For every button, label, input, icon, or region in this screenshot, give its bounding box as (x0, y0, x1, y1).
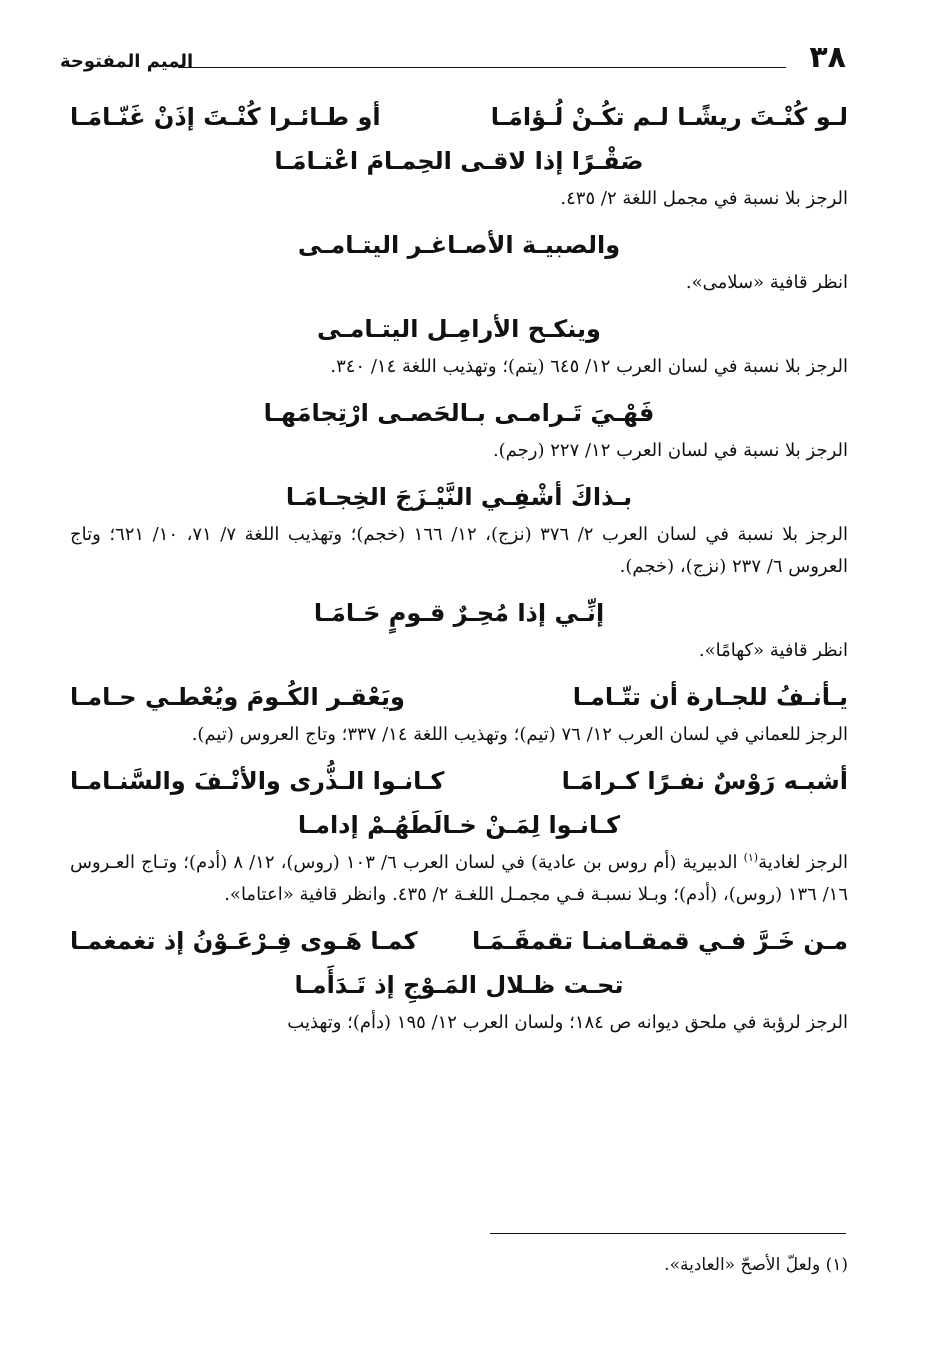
citation-note: الرجز للعماني في لسان العرب ١٢/ ٧٦ (تيم)؛ وتهذيب اللغة ١٤/ ٣٣٧؛ وتاج العروس (تيم). (191, 724, 848, 745)
verse-hemistich-right: لـو كُنْـتَ ريشًـا لـم تكُـنْ لُـؤامَـا (490, 103, 848, 131)
footnote-rule (490, 1233, 846, 1234)
verse-hemistich-left: كـانـوا الـذُّرى والأنْـفَ والسَّنـامـا (70, 767, 445, 795)
footnote-marker[interactable]: (١) (743, 851, 759, 864)
citation-note: انظر قافية «سلامى». (685, 272, 848, 293)
header-rule (178, 67, 786, 68)
verse-line: إنِّـي إذا مُحِـرٌ قـومٍ حَـامَـا (313, 599, 605, 627)
verse-line: والصبيـة الأصـاغـر اليتـامـى (297, 231, 621, 259)
page-header (60, 38, 848, 78)
footnote: (١) ولعلّ الأصحّ «العادية». (664, 1255, 848, 1275)
citation-text-start: الرجز لغادية (758, 852, 848, 873)
citation-note: الرجز بلا نسبة في لسان العرب ١٢/ ٦٤٥ (يتم)؛ وتهذيب اللغة ١٤/ ٣٤٠. (330, 356, 848, 377)
verse-hemistich-left: ويَعْقـر الكُـومَ ويُعْطـي حـامـا (70, 683, 405, 711)
citation-note: الرجز لرؤبة في ملحق ديوانه ص ١٨٤؛ ولسان العرب ١٢/ ١٩٥ (دأم)؛ وتهذيب (287, 1012, 848, 1033)
verse-line: فَهْـيَ تَـرامـى بـالحَصـى ارْتِجامَهـا (263, 399, 655, 427)
page-content (70, 95, 848, 1047)
verse-pair (70, 759, 848, 803)
verse-line: تحـت ظـلال المَـوْجِ إذ تَـدَأَمـا (294, 971, 624, 999)
verse-hemistich-right: أشبـه رَوْسٌ نفـرًا كـرامَـا (561, 767, 848, 795)
citation-text-rest: الدبيرية (أم روس بن عادية) في لسان العرب ٦/ ١٠٣ (روس)، ١٢/ ٨ (أدم)؛ وتـاج العـروس ١٦/ ١٣٦ (روس)، (أدم)؛ وبـلا نسبـة فـي مجمـل اللغـة ٢/ ٤٣٥. وانظر قافية «اعتاما». (70, 852, 848, 905)
verse-pair (70, 919, 848, 963)
verse-pair (70, 675, 848, 719)
running-title: الميم المفتوحة (60, 51, 194, 72)
citation-note: انظر قافية «كهامًا». (698, 640, 848, 661)
verse-line: وينكـح الأرامِـل اليتـامـى (317, 315, 601, 343)
page-number: ٣٨ (809, 40, 846, 75)
verse-hemistich-left: كمـا هَـوى فِـرْعَـوْنُ إذ تغمغمـا (70, 927, 418, 955)
citation-note: الرجز بلا نسبة في لسان العرب ٢/ ٣٧٦ (نزج)، ١٢/ ١٦٦ (خجم)؛ وتهذيب اللغة ٧/ ٧١، ١٠/ ٦٢١؛ وتاج العروس ٦/ ٢٣٧ (نزج)، (خجم). (70, 524, 849, 577)
citation-note: الرجز بلا نسبة في مجمل اللغة ٢/ ٤٣٥. (560, 188, 848, 209)
citation-note: الرجز بلا نسبة في لسان العرب ١٢/ ٢٢٧ (رجم). (492, 440, 848, 461)
verse-line: بـذاكَ أشْفِـي النَّيْـزَجَ الخِجـامَـا (285, 483, 633, 511)
verse-hemistich-right: يـأنـفُ للجـارة أن تتّـامـا (572, 683, 848, 711)
verse-line: صَقْـرًا إذا لاقـى الحِمـامَ اعْتـامَـا (274, 147, 644, 175)
verse-line: كـانـوا لِمَـنْ خـالَطَهُـمْ إدامـا (297, 811, 621, 839)
verse-pair (70, 95, 848, 139)
verse-hemistich-left: أو طـائـرا كُنْـتَ إذَنْ غَنّـامَـا (70, 103, 381, 131)
verse-hemistich-right: مـن خَـرَّ فـي قمقـامنـا تقمقَـمَـا (471, 927, 848, 955)
citation-note (70, 847, 848, 911)
